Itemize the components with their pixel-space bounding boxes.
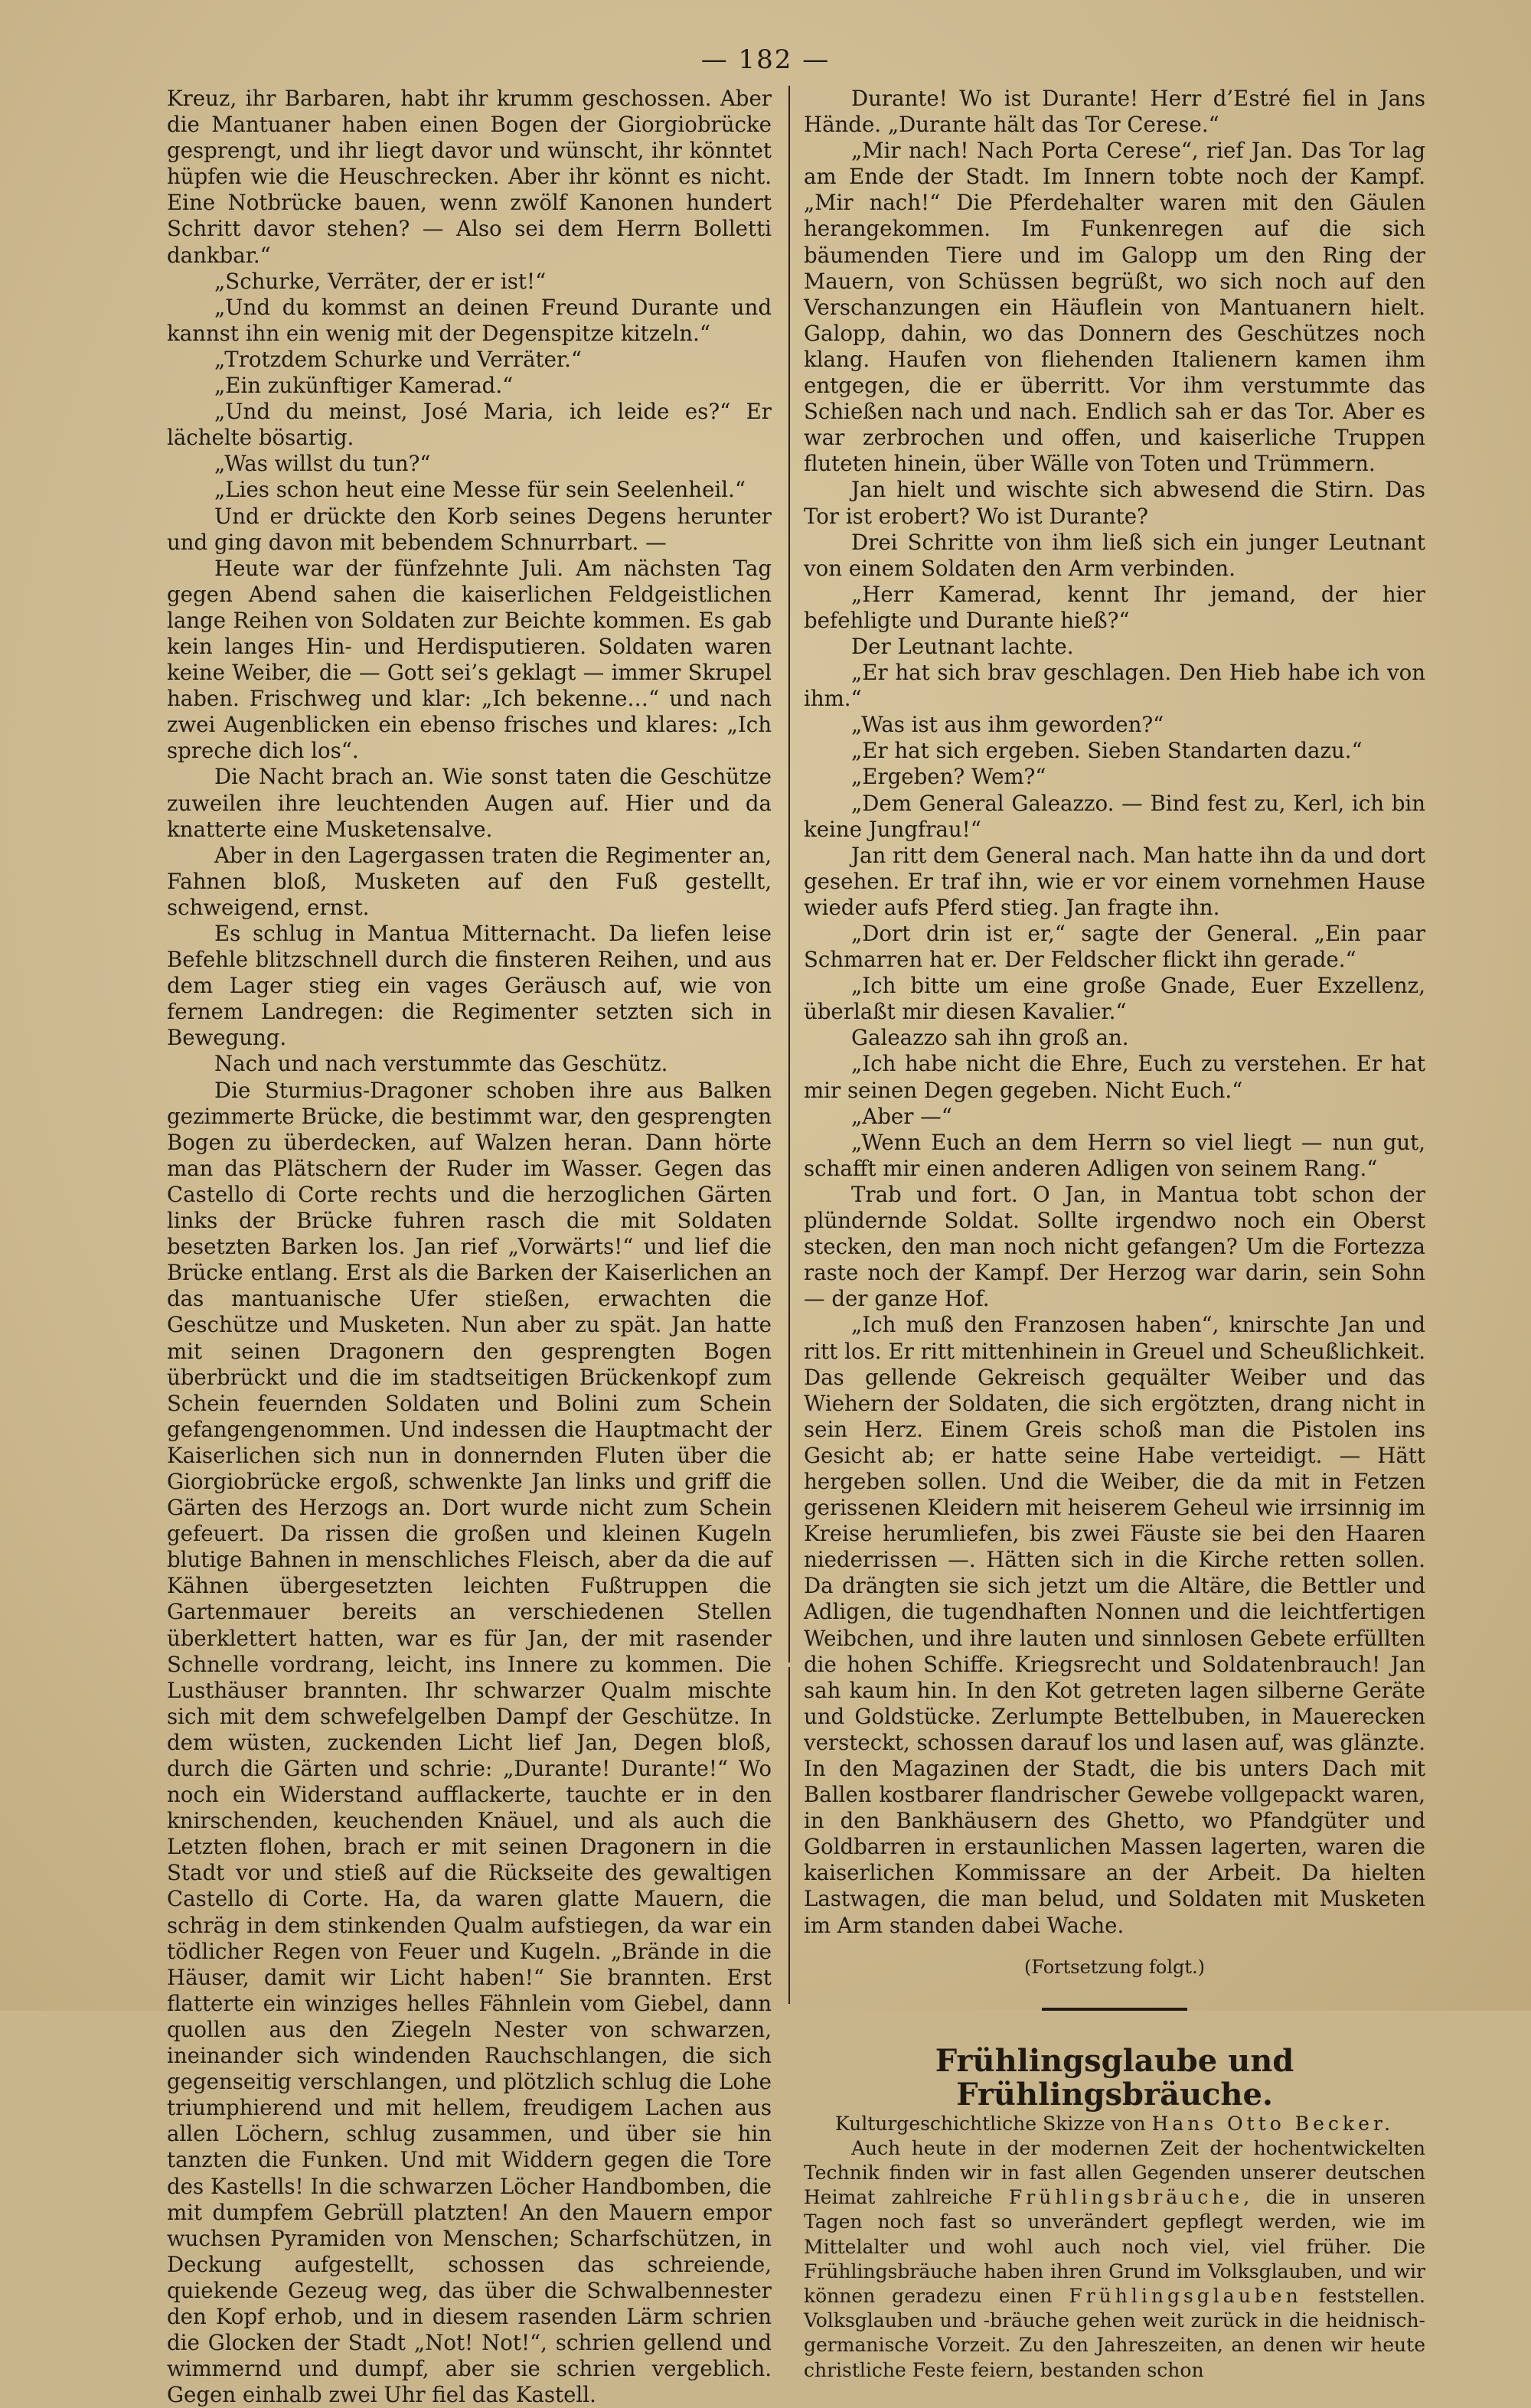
paragraph: „Was ist aus ihm geworden?“ bbox=[851, 712, 1164, 738]
paragraph: Die Sturmius-Dragoner schoben ihre aus Balken gezimmerte Brücke, die bestimmt war, den gesprengten Bogen zu überdecken, auf Walzen heran. Dann hörte man das Plätschern der Ruder im Wasser. Gegen das Castello di Corte rechts und die herzoglichen Gärten links der Brücke fuhren rasch die mit Soldaten besetzten Barken los. Jan rief „Vorwärts!“ und lief die Brücke entlang. Erst als die Barken der Kaiserlichen an das mantuanische Ufer stießen, erwachten die Geschütze und Musketen. Nun aber zu spät. Jan hatte mit seinen Dragonern den gesprengten Bogen überbrückt und die im stadtseitigen Brückenkopf zum Schein feuernden Soldaten und Bolini zum Schein gefangengenommen. Und indessen die Hauptmacht der Kaiserlichen sich nun in donnernden Fluten über die Giorgiobrücke ergoß, schwenkte Jan links und griff die Gärten des Herzogs an. Dort wurde nicht zum Schein gefeuert. Da rissen die großen und kleinen Kugeln blutige Bahnen in menschliches Fleisch, aber da die auf Kähnen übergesetzten leichten Fußtruppen die Gartenmauer bereits an verschiedenen Stellen überklettert hatten, war es für Jan, der mit rasender Schnelle vordrang, leicht, ins Innere zu kommen. Die Lusthäuser brannten. Ihr schwarzer Qualm mischte sich mit dem schwefelgelben Dampf der Geschütze. In dem wüsten, zuckenden Licht lief Jan, Degen bloß, durch die Gärten und schrie: „Durante! Durante!“ Wo noch ein Widerstand aufflackerte, tauchte er in den knirschenden, keuchenden Knäuel, und als auch die Letzten flohen, brach er mit seinen Dragonern in die Stadt vor und stieß auf die Rückseite des gewaltigen Castello di Corte. Ha, da waren glatte Mauern, die schräg in dem stinkenden Qualm aufstiegen, da war ein tödlicher Regen von Feuer und Kugeln. „Brände in die Häuser, damit wir Licht haben!“ Sie brannten. Erst flatterte ein winziges helles Fähnlein vom Giebel, dann quollen aus den Ziegeln Nester von schwarzen, ineinander sich windenden Rauchschlangen, die sich gegenseitig verschlangen, und plötzlich schlug die Lohe triumphierend und mit hellem, freudigem Lachen aus allen Löchern, schlug zusammen, und über sie hin tanzten die Funken. Und mit Widdern gegen die Tore des Kastells! In die schwarzen Löcher Handbomben, die mit dumpfem Gebrüll platzten! An den Mauern empor wuchsen Pyramiden von Menschen; Scharfschützen, in Deckung aufgestellt, schossen das schreiende, quiekende Gezeug weg, das über die Schwalbennester den Kopf erhob, und in diesem rasenden Lärm schrien die Glocken der Stadt „Not! Not!“, schrien gellend und wimmernd und dumpf, aber sie schrien vergeblich. Gegen einhalb zwei Uhr fiel das Kastell. bbox=[167, 1077, 772, 2408]
paragraph: „Ich muß den Franzosen haben“, knirschte Jan und ritt los. Er ritt mittenhinein in Greuel und Scheußlichkeit. Das gellende Gekreisch gequälter Weiber und das Wiehern der Soldaten, die sich ergötzten, drang nicht in sein Herz. Einem Greis schoß man die Pistolen ins Gesicht ab; er hatte seine Habe verteidigt. — Hätt hergeben sollen. Und die Weiber, die da mit in Fetzen gerissenen Kleidern mit heiserem Geheul wie irrsinnig im Kreise herumliefen, bis zwei Fäuste sie bei den Haaren niederrissen —. Hätten sich in die Kirche retten sollen. Da drängten sie sich jetzt um die Altäre, die Bettler und Adligen, die tugendhaften Nonnen und die leichtfertigen Weibchen, und ihre lauten und sinnlosen Gebete erfüllten die hohen Schiffe. Kriegsrecht und Soldatenbrauch! Jan sah kaum hin. In den Kot getreten lagen silberne Geräte und Goldstücke. Zerlumpte Bettelbuben, in Mauerecken versteckt, schossen darauf los und lasen auf, was glänzte. In den Magazinen der Stadt, die bis unters Dach mit Ballen kostbarer flandrischer Gewebe vollgepackt waren, in den Bankhäusern des Ghetto, wo Pfandgüter und Goldbarren in erstaunlichen Massen lagerten, waren die kaiserlichen Kommissare an der Arbeit. Da hielten Lastwagen, die man belud, und Soldaten mit Musketen im Arm standen dabei Wache. bbox=[804, 1312, 1425, 1938]
paragraph: Aber in den Lagergassen traten die Regimenter an, Fahnen bloß, Musketen auf den Fuß gestellt, schweigend, ernst. bbox=[167, 842, 772, 920]
paragraph: „Schurke, Verräter, der er ist!“ bbox=[214, 268, 547, 294]
paragraph: „Wenn Euch an dem Herrn so viel liegt — nun gut, schafft mir einen anderen Adligen von seinem Rang.“ bbox=[804, 1129, 1425, 1181]
paragraph: Trab und fort. O Jan, in Mantua tobt schon der plündernde Soldat. Sollte irgendwo noch ein Oberst stecken, den man noch nicht gefangen? Um die Fortezza raste noch der Kampf. Der Herzog war darin, sein Sohn — der ganze Hof. bbox=[804, 1181, 1425, 1312]
paragraph: „Herr Kamerad, kennt Ihr jemand, der hier befehligte und Durante hieß?“ bbox=[804, 581, 1425, 633]
emphasized-term: Frühlingsglauben bbox=[1069, 2284, 1302, 2307]
paragraph: „Was willst du tun?“ bbox=[214, 451, 431, 477]
text-run: , die in unseren Tagen noch fast so unverändert gepflegt werden, wie im Mittelalter und wohl auch noch viel, viel früher. Die Frühlingsbräuche haben ihren Grund im Volksglauben, und wir können geradezu einen bbox=[804, 2186, 1425, 2307]
paragraph: Galeazzo sah ihn groß an. bbox=[851, 1025, 1129, 1051]
paragraph: Die Nacht brach an. Wie sonst taten die Geschütze zuweilen ihre leuchtenden Augen auf. Hier und da knatterte eine Musketensalve. bbox=[167, 764, 772, 842]
page-number: — 182 — bbox=[700, 44, 831, 75]
paragraph: „Und du kommst an deinen Freund Durante und kannst ihn ein wenig mit der Degenspitze kitzeln.“ bbox=[167, 294, 772, 346]
article-byline bbox=[804, 2112, 1425, 2136]
paragraph: „Trotzdem Schurke und Verräter.“ bbox=[214, 346, 582, 372]
paragraph: Heute war der fünfzehnte Juli. Am nächsten Tag gegen Abend sahen die kaiserlichen Feldgeistlichen lange Reihen von Soldaten zur Beichte kommen. Es gab kein langes Hin- und Herdisputieren. Soldaten waren keine Weiber, die — Gott sei’s geklagt — immer Skrupel haben. Frischweg und klar: „Ich bekenne…“ und nach zwei Augenblicken ein ebenso frisches und klares: „Ich spreche dich los“. bbox=[167, 555, 772, 764]
paragraph: „Er hat sich brav geschlagen. Den Hieb habe ich von ihm.“ bbox=[804, 660, 1425, 712]
paragraph: Durante! Wo ist Durante! Herr d’Estré fiel in Jans Hände. „Durante hält das Tor Cerese.“ bbox=[804, 86, 1425, 138]
paragraph: „Dort drin ist er,“ sagte der General. „Ein paar Schmarren hat er. Der Feldscher flickt ihn gerade.“ bbox=[804, 921, 1425, 973]
section-rule bbox=[1042, 2008, 1187, 2011]
article-column-divider bbox=[788, 1667, 790, 2004]
paragraph: Der Leutnant lachte. bbox=[851, 633, 1074, 659]
paragraph: „Ein zukünftiger Kamerad.“ bbox=[214, 373, 514, 399]
article-body bbox=[804, 2136, 1425, 2383]
byline-prefix: Kulturgeschichtliche Skizze von bbox=[834, 2112, 1146, 2135]
paragraph: Nach und nach verstummte das Geschütz. bbox=[214, 1051, 668, 1077]
paragraph: „Ich habe nicht die Ehre, Euch zu verstehen. Er hat mir seinen Degen gegeben. Nicht Euch.“ bbox=[804, 1051, 1425, 1103]
article-paragraph bbox=[804, 2136, 1425, 2383]
paragraph: Es schlug in Mantua Mitternacht. Da liefen leise Befehle blitzschnell durch die finsteren Reihen, und aus dem Lager stieg ein vages Geräusch auf, wie von fernem Landregen: die Regimenter setzten sich in Bewegung. bbox=[167, 921, 772, 1051]
emphasized-term: Frühlingsbräuche bbox=[1008, 2186, 1244, 2209]
byline-author: Hans Otto Becker. bbox=[1151, 2112, 1395, 2135]
paragraph: „Er hat sich ergeben. Sieben Standarten dazu.“ bbox=[851, 738, 1363, 764]
paragraph: Und er drückte den Korb seines Degens herunter und ging davon mit bebendem Schnurrbart. — bbox=[167, 503, 772, 555]
left-column bbox=[167, 86, 772, 2408]
paragraph: „Mir nach! Nach Porta Cerese“, rief Jan. Das Tor lag am Ende der Stadt. Im Innern tobte noch der Kampf. „Mir nach!“ Die Pferdehalter waren mit den Gäulen herangekommen. Im Funkenregen auf die sich bäumenden Tiere und im Galopp um den Ring der Mauern, von Schüssen begrüßt, wo sich noch auf den Verschanzungen ein Häuflein von Mantuanern hielt. Galopp, dahin, wo das Donnern des Geschützes noch klang. Haufen von fliehenden Italienern kamen ihm entgegen, die er überritt. Vor ihm verstummte das Schießen nach und nach. Endlich sah er das Tor. Aber es war zerbrochen und offen, und kaiserliche Truppen fluteten hinein, über Wälle von Toten und Trümmern. bbox=[804, 138, 1425, 477]
paragraph: Kreuz, ihr Barbaren, habt ihr krumm geschossen. Aber die Mantuaner haben einen Bogen der Giorgiobrücke gesprengt, und ihr liegt davor und wünscht, ihr könntet hüpfen wie die Heuschrecken. Aber ihr könnt es nicht. Eine Notbrücke bauen, wenn zwölf Kanonen hundert Schritt davor stehen? — Also sei dem Herrn Bolletti dankbar.“ bbox=[167, 86, 772, 268]
column-divider bbox=[788, 86, 790, 1662]
paragraph: Jan hielt und wischte sich abwesend die Stirn. Das Tor ist erobert? Wo ist Durante? bbox=[804, 477, 1425, 529]
paragraph: „Und du meinst, José Maria, ich leide es?“ Er lächelte bösartig. bbox=[167, 399, 772, 451]
continued-note: (Fortsetzung folgt.) bbox=[1024, 1956, 1205, 1978]
paragraph: Jan ritt dem General nach. Man hatte ihn da und dort gesehen. Er traf ihn, wie er vor einem vornehmen Hause wieder aufs Pferd stieg. Jan fragte ihn. bbox=[804, 842, 1425, 920]
paragraph: „Aber —“ bbox=[851, 1103, 952, 1129]
paragraph: „Dem General Galeazzo. — Bind fest zu, Kerl, ich bin keine Jungfrau!“ bbox=[804, 790, 1425, 842]
text-run: feststellen. Volksglauben und -bräuche gehen weit zurück in die heidnisch-germanische Vorzeit. Zu den Jahreszeiten, an denen wir heute christliche Feste feiern, bestanden schon bbox=[804, 2284, 1425, 2381]
paragraph: „Ich bitte um eine große Gnade, Euer Exzellenz, überlaßt mir diesen Kavalier.“ bbox=[804, 973, 1425, 1025]
paragraph: Drei Schritte von ihm ließ sich ein junger Leutnant von einem Soldaten den Arm verbinden. bbox=[804, 529, 1425, 581]
text-run: Auch heute in der modernen Zeit der hochentwickelten Technik finden wir in fast allen Gegenden unserer deutschen Heimat zahlreiche bbox=[804, 2136, 1425, 2209]
paragraph: „Ergeben? Wem?“ bbox=[851, 764, 1046, 790]
article-title: Frühlingsglaube und Frühlingsbräuche. bbox=[935, 2042, 1294, 2113]
right-column bbox=[804, 86, 1425, 2383]
paragraph: „Lies schon heut eine Messe für sein Seelenheil.“ bbox=[214, 477, 746, 503]
story-continuation bbox=[804, 86, 1425, 1939]
